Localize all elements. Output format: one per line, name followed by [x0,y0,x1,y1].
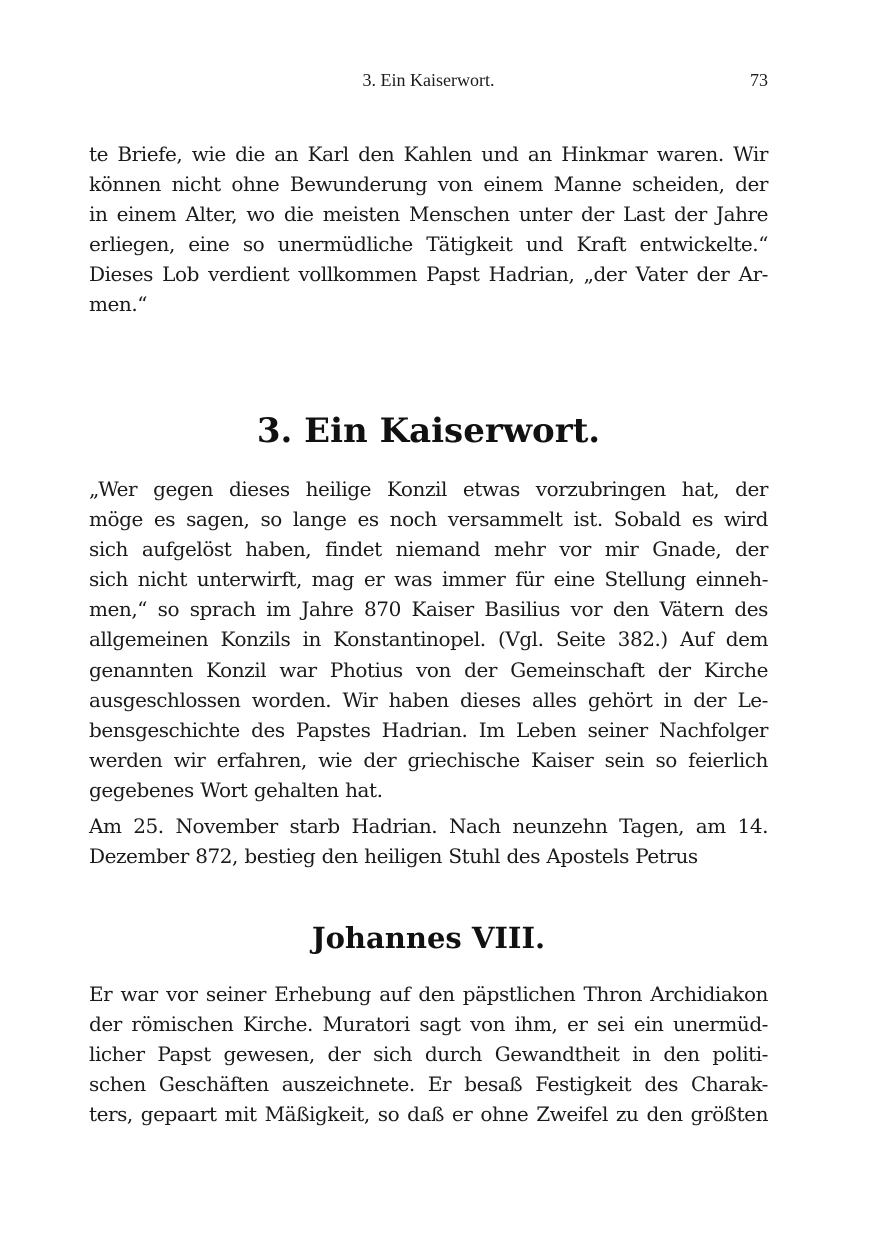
text-line: Dezember 872, bestieg den heiligen Stuhl des Apostels Petrus [89,844,698,869]
paragraph-biography [89,979,768,1129]
text-line: werden wir erfahren, wie der griechische Kaiser sein so feierlich [89,747,768,772]
text-line: „Wer gegen dieses heilige Konzil etwas vorzubringen hat, der [89,477,768,501]
text-line: können nicht ohne Bewunderung von einem Manne scheiden, der [89,172,768,197]
body-text-transition [89,811,768,871]
text-line: ausgeschlossen worden. Wir haben dieses alles gehört in der Le- [89,687,768,712]
page-number: 73 [750,70,768,90]
section-heading: 3. Ein Kaiserwort. [256,411,601,451]
text-line: der römischen Kirche. Muratori sagt von ihm, er sei ein unermüd- [89,1012,768,1037]
body-text-bottom [89,979,768,1129]
text-line: Er war vor seiner Erhebung auf den päpstlichen Thron Archidiakon [89,982,768,1006]
text-line: sich aufgelöst haben, findet niemand mehr vor mir Gnade, der [89,537,768,562]
text-line: in einem Alter, wo die meisten Menschen unter der Last der Jahre [89,202,768,227]
body-text-top [89,139,768,320]
text-line: gegebenes Wort gehalten hat. [89,777,383,802]
text-line: allgemeinen Konzils in Konstantinopel. (Vgl. Seite 382.) Auf dem [89,627,768,652]
text-line: men.“ [89,292,148,317]
subheading: Johannes VIII. [311,921,546,955]
text-line: ters, gepaart mit Mäßigkeit, so daß er ohne Zweifel zu den größten [89,1102,768,1127]
running-title: 3. Ein Kaiserwort. [362,70,495,90]
text-line: möge es sagen, so lange es noch versammelt ist. Sobald es wird [89,507,768,532]
paragraph-death [89,811,768,871]
text-line: sich nicht unterwirft, mag er was immer für eine Stellung einneh- [89,567,768,592]
text-line: Dieses Lob verdient vollkommen Papst Hadrian, „der Vater der Ar- [89,262,768,287]
text-line: Am 25. November starb Hadrian. Nach neunzehn Tagen, am 14. [89,814,768,838]
text-line: licher Papst gewesen, der sich durch Gewandtheit in den politi- [89,1042,768,1067]
text-line: men,“ so sprach im Jahre 870 Kaiser Basilius vor den Vätern des [89,597,768,622]
running-head [89,70,768,94]
text-line: genannten Konzil war Photius von der Gemeinschaft der Kirche [89,657,768,682]
paragraph-quote [89,474,768,805]
paragraph-continuation [89,139,768,320]
text-line: bensgeschichte des Papstes Hadrian. Im Leben seiner Nachfolger [89,717,768,742]
text-line: erliegen, eine so unermüdliche Tätigkeit und Kraft entwickelte.“ [89,232,768,257]
text-line: te Briefe, wie die an Karl den Kahlen und an Hinkmar waren. Wir [89,142,768,166]
text-line: schen Geschäften auszeichnete. Er besaß Festigkeit des Charak- [89,1072,768,1097]
body-text-section [89,474,768,805]
